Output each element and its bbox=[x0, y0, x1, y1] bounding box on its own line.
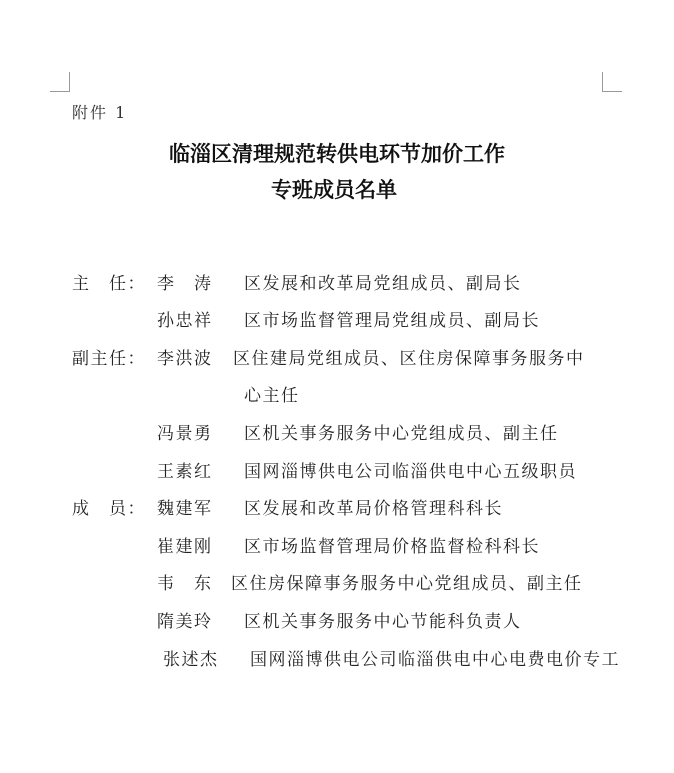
member-position: 区市场监督管理局价格监督检科科长 bbox=[244, 537, 540, 557]
member-position: 国网淄博供电公司临淄供电中心电费电价专工 bbox=[250, 650, 620, 670]
attachment-label: 附件 1 bbox=[72, 103, 128, 122]
document-title-line-1: 临淄区清理规范转供电环节加价工作 bbox=[169, 141, 505, 166]
member-name: 韦 东 bbox=[157, 574, 213, 594]
member-name: 魏建军 bbox=[157, 499, 213, 519]
member-name: 张述杰 bbox=[163, 650, 219, 670]
member-name: 李 涛 bbox=[157, 274, 213, 294]
member-position: 区发展和改革局党组成员、副局长 bbox=[244, 274, 522, 294]
role-label-member: 成 员： bbox=[72, 499, 146, 519]
role-label-deputy-director: 副主任： bbox=[72, 349, 146, 369]
member-position: 区发展和改革局价格管理科科长 bbox=[244, 499, 503, 519]
member-name: 李洪波 bbox=[157, 349, 213, 369]
margin-corner-top-left bbox=[50, 72, 70, 92]
member-name: 王素红 bbox=[157, 462, 213, 482]
member-position-continued: 心主任 bbox=[244, 386, 300, 406]
member-position: 区机关事务服务中心节能科负责人 bbox=[244, 612, 522, 632]
member-position: 区市场监督管理局党组成员、副局长 bbox=[244, 311, 540, 331]
member-position: 区机关事务服务中心党组成员、副主任 bbox=[244, 424, 559, 444]
member-position: 区住建局党组成员、区住房保障事务服务中 bbox=[233, 349, 585, 369]
role-label-director: 主 任： bbox=[72, 274, 146, 294]
member-position: 区住房保障事务服务中心党组成员、副主任 bbox=[231, 574, 583, 594]
member-position: 国网淄博供电公司临淄供电中心五级职员 bbox=[244, 462, 577, 482]
member-name: 孙忠祥 bbox=[157, 311, 213, 331]
document-title-line-2: 专班成员名单 bbox=[271, 177, 397, 202]
member-name: 冯景勇 bbox=[157, 424, 213, 444]
margin-corner-top-right bbox=[602, 72, 622, 92]
member-name: 崔建刚 bbox=[157, 537, 213, 557]
member-name: 隋美玲 bbox=[157, 612, 213, 632]
